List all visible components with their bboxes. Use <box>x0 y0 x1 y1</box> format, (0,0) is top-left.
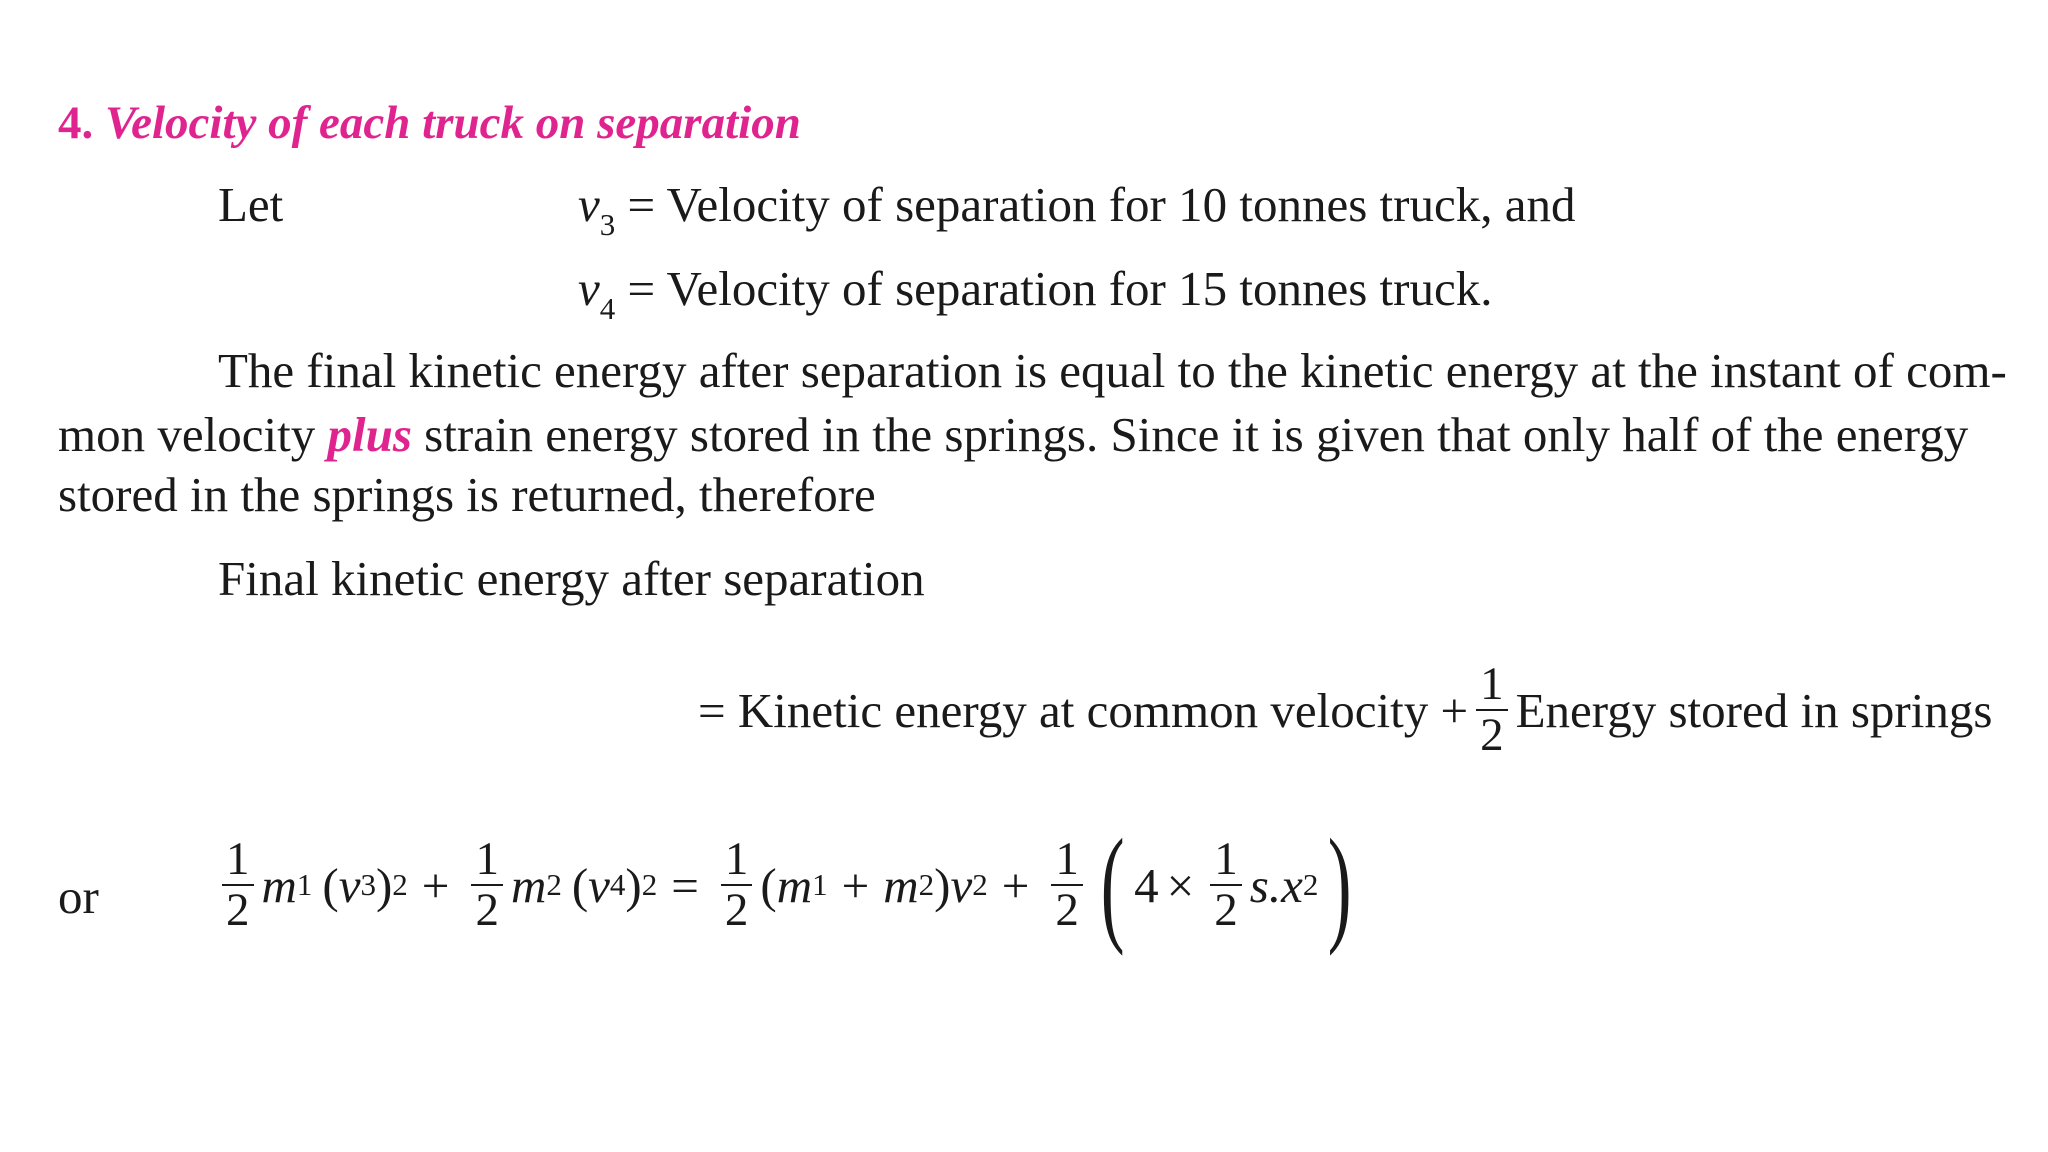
v3-symbol: v <box>578 177 600 232</box>
plus-emphasis: plus <box>327 407 412 462</box>
superscript: 2 <box>1302 867 1319 902</box>
fraction-denominator: 2 <box>222 884 254 935</box>
v-symbol: v <box>588 857 610 913</box>
half-1 <box>222 832 254 936</box>
let-word: Let <box>218 177 284 232</box>
right-big-paren: ) <box>1328 813 1352 957</box>
fraction-denominator: 2 <box>1051 884 1083 935</box>
subscript: 1 <box>296 867 313 902</box>
paragraph-line-2 <box>58 407 1969 462</box>
v3-text: = Velocity of separation for 10 tonnes truck, and <box>627 177 1576 232</box>
half-5 <box>1210 832 1242 936</box>
half-4 <box>1051 832 1083 936</box>
paragraph-line-2-end: strain energy stored in the springs. Since it is given that only half of the energy <box>424 407 1969 462</box>
fraction-denominator: 2 <box>1210 884 1242 935</box>
fraction-numerator: 1 <box>1480 658 1504 710</box>
section-number: 4. <box>58 97 94 149</box>
section-title: Velocity of each truck on separation <box>105 97 801 149</box>
superscript: 2 <box>972 867 988 902</box>
final-ke-label: Final kinetic energy after separation <box>218 551 925 606</box>
equation-1 <box>698 660 1992 761</box>
equation-1-fraction <box>1476 660 1508 761</box>
subscript: 2 <box>546 867 562 902</box>
m-symbol: m <box>883 857 919 913</box>
section-heading <box>58 96 801 150</box>
fraction-denominator: 2 <box>1476 709 1508 760</box>
m-symbol: m <box>510 857 547 913</box>
m-symbol: m <box>261 857 297 913</box>
subscript: 2 <box>918 867 935 902</box>
fraction-numerator: 1 <box>226 832 250 885</box>
s-x-term: s.x <box>1249 857 1303 913</box>
v3-definition <box>578 177 1576 242</box>
or-word: or <box>58 869 99 924</box>
four: 4 <box>1134 857 1159 913</box>
equation-1-rhs: Energy stored in springs <box>1515 682 1993 738</box>
v3-subscript: 3 <box>599 207 616 242</box>
equation-2: $\frac{1}{2}$ m 1 ( v 3 ) 2 + $\frac{1}{2}$ m 2 ( v 4 ) 2 = $\frac{1}{2}$ ( m 1 + m 2 ) v 2 + $\frac{1}{2}$ ( 4 × $\frac{1}{2}$ s.x 2 ) <box>214 820 1362 950</box>
equation-1-lhs: = Kinetic energy at common velocity + <box>698 682 1469 738</box>
plus-sign: + <box>1001 857 1030 913</box>
plus-sign: + <box>421 857 450 913</box>
fraction-numerator: 1 <box>1055 832 1079 885</box>
times-sign: × <box>1166 857 1195 913</box>
plus-sign: + <box>841 857 870 913</box>
half-3 <box>721 832 753 936</box>
fraction-numerator: 1 <box>724 832 749 885</box>
superscript: 2 <box>641 867 658 902</box>
v4-definition <box>578 261 1493 326</box>
fraction-numerator: 1 <box>475 832 499 885</box>
v-symbol: v <box>950 857 973 913</box>
v4-subscript: 4 <box>599 291 616 326</box>
fraction-denominator: 2 <box>471 884 503 935</box>
left-big-paren: ( <box>1100 813 1125 957</box>
v-symbol: v <box>338 857 361 913</box>
fraction-numerator: 1 <box>1214 832 1238 885</box>
paragraph-line-1: The final kinetic energy after separation is equal to the kinetic energy at the instant of com- <box>218 343 2007 398</box>
subscript: 1 <box>812 867 828 902</box>
subscript: 3 <box>360 867 376 902</box>
half-2 <box>471 832 503 936</box>
v4-symbol: v <box>578 261 600 316</box>
fraction-denominator: 2 <box>721 884 753 935</box>
superscript: 2 <box>392 867 408 902</box>
m-symbol: m <box>776 857 813 913</box>
equals-sign: = <box>671 857 699 913</box>
v4-text: = Velocity of separation for 15 tonnes truck. <box>627 261 1493 316</box>
paragraph-line-2-start: mon velocity <box>58 407 316 462</box>
paragraph-line-3: stored in the springs is returned, therefore <box>58 467 876 522</box>
subscript: 4 <box>609 867 626 902</box>
